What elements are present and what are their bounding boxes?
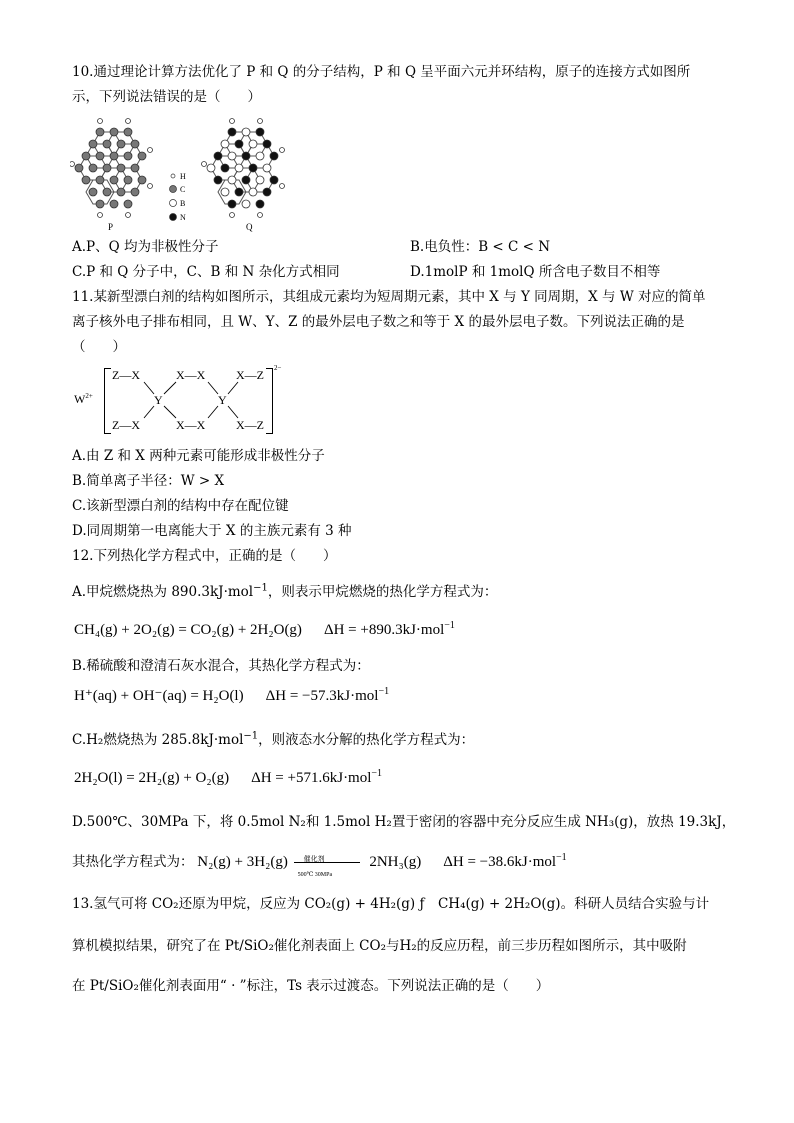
label-q: Q xyxy=(246,222,253,232)
q13-line1: 13.氢气可将 CO₂还原为甲烷，反应为 CO₂(g) + 4H₂(g) ƒ CH₄(g) + 2H₂O(g)。科研人员结合实验与计 xyxy=(72,896,710,912)
q12-option-b-equation: H⁺(aq) + OH⁻(aq) = H₂O(l) ΔH = −57.3kJ·mol$^{-1}$ xyxy=(74,686,390,704)
group-bottom-middle: X—X xyxy=(176,418,206,432)
q10-option-d: D.1molP 和 1molQ 所含电子数目不相等 xyxy=(410,264,661,280)
q10-option-b: B.电负性：B < C < N xyxy=(410,239,551,255)
q11-option-a: A.由 Z 和 X 两种元素可能形成非极性分子 xyxy=(72,448,325,464)
q11-option-d: D.同周期第一电离能大于 X 的主族元素有 3 种 xyxy=(72,523,352,539)
q12-option-a-equation: CH₄(g) + 2O₂(g) = CO₂(g) + 2H₂O(g) ΔH = +890.3kJ·mol$^{-1}$ xyxy=(74,620,455,638)
q11-stem-line2: 离子核外电子排布相同，且 W、Y、Z 的最外层电子数之和等于 X 的最外层电子数。下列说法正确的是 xyxy=(72,314,685,330)
atom-legend xyxy=(170,172,187,222)
reversible-arrow: 催化剂 500℃ 30MPa xyxy=(292,853,366,873)
q10-molecule-figure xyxy=(70,112,290,232)
label-p: P xyxy=(108,222,114,232)
q12-option-c-text: C.H₂燃烧热为 285.8kJ·mol$^{-1}$，则液态水分解的热化学方程式为： xyxy=(72,730,475,748)
q11-stem-line1: 11.某新型漂白剂的结构如图所示，其组成元素均为短周期元素，其中 X 与 Y 同周期，X 与 W 对应的简单 xyxy=(72,289,706,305)
q12-option-d-text: D.500℃、30MPa 下，将 0.5mol N₂和 1.5mol H₂置于密闭的容器中充分反应生成 NH₃(g)，放热 19.3kJ， xyxy=(72,814,736,830)
group-top-middle: X—X xyxy=(176,368,206,382)
q11-structure-figure xyxy=(72,364,292,436)
legend-b: B xyxy=(180,199,186,208)
q12-option-d-equation: 其热化学方程式为： N₂(g) + 3H₂(g) 催化剂 500℃ 30MPa 2NH₃(g) ΔH = −38.6kJ·mol$^{-1}$ xyxy=(72,852,567,878)
legend-c-icon xyxy=(170,186,177,193)
legend-h-icon xyxy=(171,174,175,178)
atom-y2: Y xyxy=(218,393,227,407)
molecule-q-atoms xyxy=(202,119,285,218)
q11-option-c: C.该新型漂白剂的结构中存在配位键 xyxy=(72,498,289,514)
q10-stem-line2: 示，下列说法错误的是（ ） xyxy=(72,89,261,105)
legend-h: H xyxy=(180,172,186,181)
q12-stem: 12.下列热化学方程式中，正确的是（ ） xyxy=(72,548,337,564)
legend-n-icon xyxy=(170,214,177,221)
bond-lines xyxy=(72,364,292,436)
q11-option-b: B.简单离子半径：W > X xyxy=(72,473,225,489)
q12-option-a-text: A.甲烷燃烧热为 890.3kJ·mol$^{-1}$，则表示甲烷燃烧的热化学方程式为： xyxy=(72,582,498,600)
atom-y1: Y xyxy=(154,393,163,407)
q10-option-c: C.P 和 Q 分子中，C、B 和 N 杂化方式相同 xyxy=(72,264,340,280)
group-bottom-left: Z—X xyxy=(112,418,140,432)
legend-n: N xyxy=(180,213,186,222)
q10-option-a: A.P、Q 均为非极性分子 xyxy=(72,239,219,255)
group-bottom-right: X—Z xyxy=(236,418,264,432)
q12-option-b-text: B.稀硫酸和澄清石灰水混合，其热化学方程式为： xyxy=(72,658,370,674)
cation: $W^{2+}$ xyxy=(74,392,93,406)
group-top-left: Z—X xyxy=(112,368,140,382)
legend-c: C xyxy=(180,185,186,194)
q13-line2: 算机模拟结果，研究了在 Pt/SiO₂催化剂表面上 CO₂与H₂的反应历程，前三步历程如图所示，其中吸附 xyxy=(72,938,687,954)
q10-stem-line1: 10.通过理论计算方法优化了 P 和 Q 的分子结构，P 和 Q 呈平面六元并环结构，原子的连接方式如图所 xyxy=(72,64,691,80)
legend-b-icon xyxy=(170,200,177,207)
molecule-p-atoms xyxy=(70,119,153,218)
q11-stem-line3: （ ） xyxy=(72,339,126,355)
q13-line3: 在 Pt/SiO₂催化剂表面用“ · ”标注，Ts 表示过渡态。下列说法正确的是（ ） xyxy=(72,978,550,994)
q12-option-c-equation: 2H₂O(l) = 2H₂(g) + O₂(g) ΔH = +571.6kJ·mol$^{-1}$ xyxy=(74,768,383,786)
anion-charge: 2− xyxy=(274,364,282,372)
group-top-right: X—Z xyxy=(236,368,264,382)
